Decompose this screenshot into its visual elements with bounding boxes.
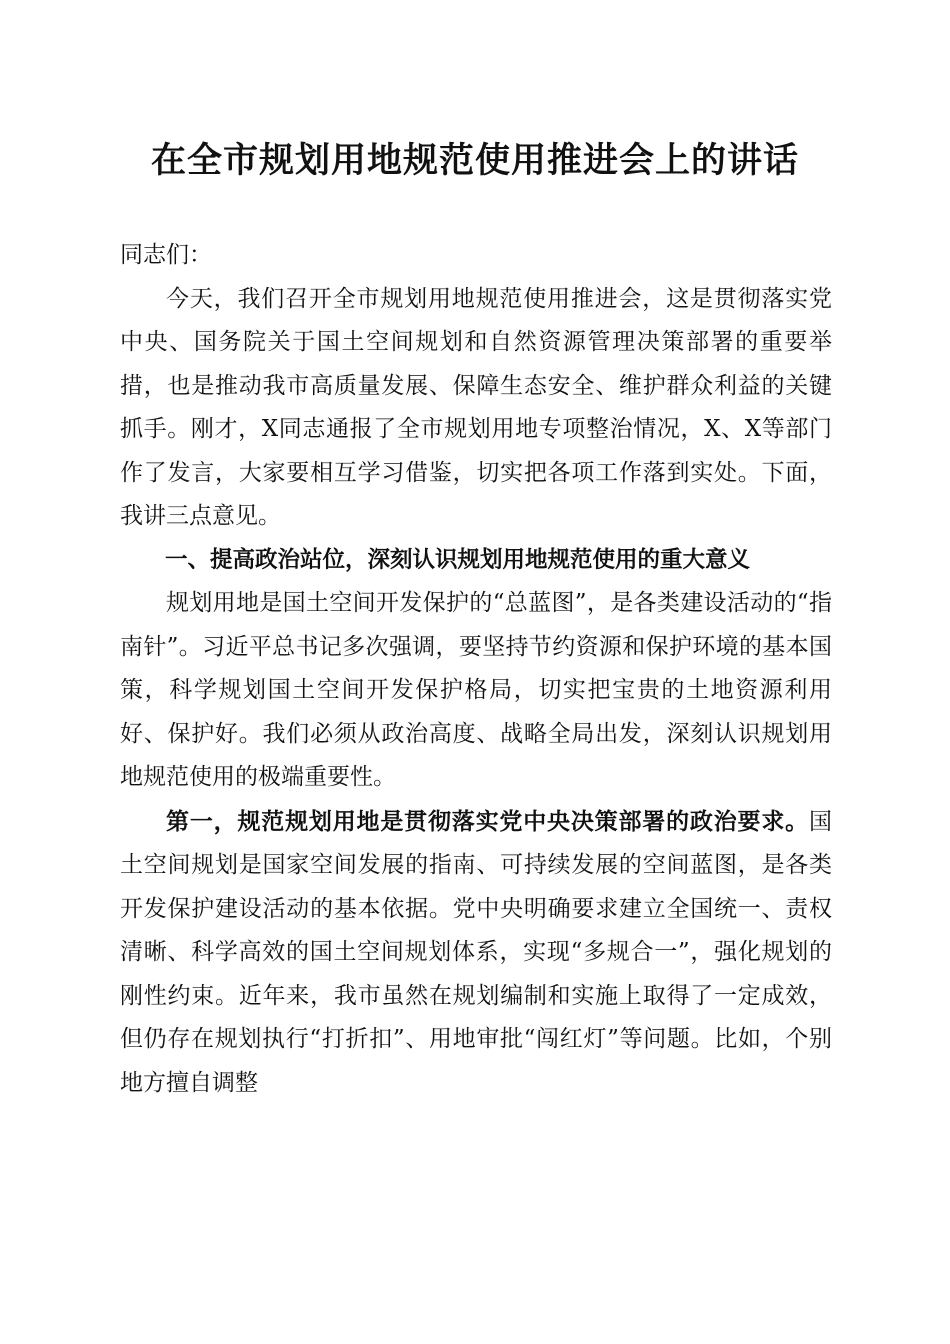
point-1-text: 国土空间规划是国家空间发展的指南、可持续发展的空间蓝图，是各类开发保护建设活动的基本依据。党中央明确要求建立全国统一、责权清晰、科学高效的国土空间规划体系，实现“多规合一”，强化规划的刚性约束。近年来，我市虽然在规划编制和实施上取得了一定成效，但仍存在规划执行“打折扣”、用地审批“闯红灯”等问题。比如，个别地方擅自调整 [120,808,832,1096]
point-1-paragraph [120,800,832,1106]
section-1-paragraph: 规划用地是国土空间开发保护的“总蓝图”，是各类建设活动的“指南针”。习近平总书记多次强调，要坚持节约资源和保护环境的基本国策，科学规划国土空间开发保护格局，切实把宝贵的土地资源利用好、保护好。我们必须从政治高度、战略全局出发，深刻认识规划用地规范使用的极端重要性。 [120,590,832,790]
section-heading-1: 一、提高政治站位，深刻认识规划用地规范使用的重大意义 [165,546,751,573]
document-body [120,234,832,1105]
point-1-lead: 第一，规范规划用地是贯彻落实党中央决策部署的政治要求。 [166,807,809,835]
intro-paragraph: 今天，我们召开全市规划用地规范使用推进会，这是贯彻落实党中央、国务院关于国土空间规划和自然资源管理决策部署的重要举措，也是推动我市高质量发展、保障生态安全、维护群众利益的关键抓手。刚才，X同志通报了全市规划用地专项整治情况，X、X等部门作了发言，大家要相互学习借鉴，切实把各项工作落到实处。下面，我讲三点意见。 [120,285,832,529]
salutation: 同志们： [120,242,212,268]
document-title: 在全市规划用地规范使用推进会上的讲话 [150,141,799,181]
